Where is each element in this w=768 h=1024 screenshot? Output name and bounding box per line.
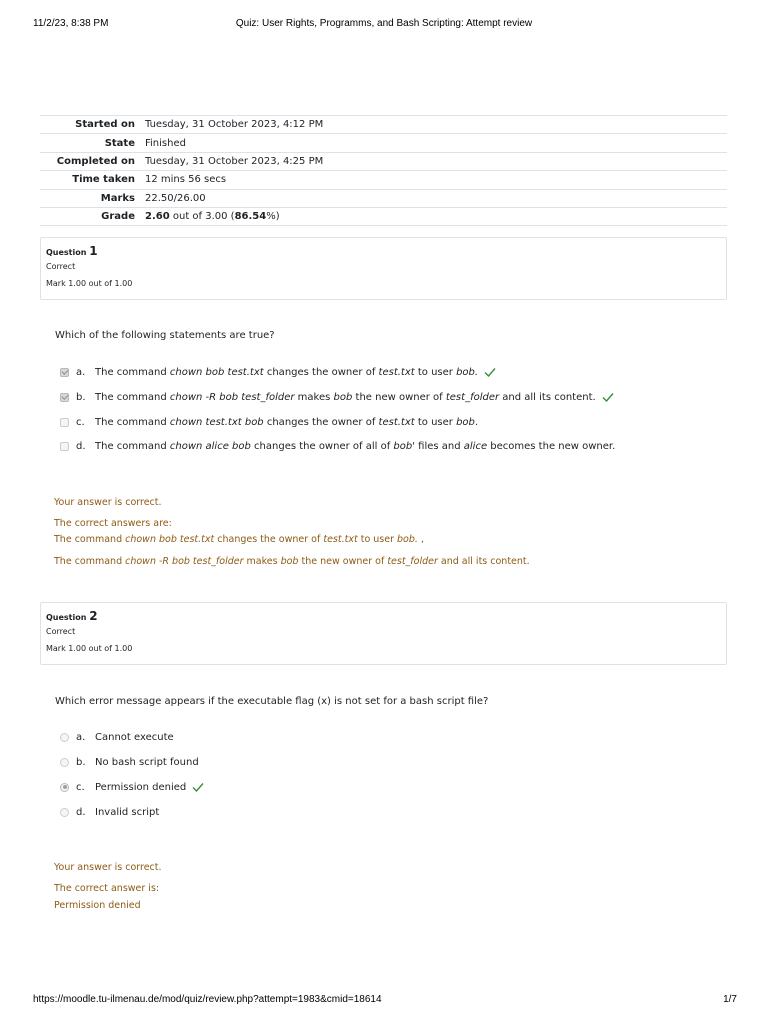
grade-score: 2.60: [145, 211, 170, 223]
text-run: bob.: [456, 366, 479, 378]
grade-close: %): [266, 211, 280, 223]
answer-text: Invalid script: [95, 806, 160, 818]
question-word: Question: [46, 613, 90, 622]
text-run: changes the owner of: [263, 366, 379, 378]
summary-row-completed: [40, 152, 727, 170]
print-page-number: 1/7: [723, 994, 737, 1005]
print-title: Quiz: User Rights, Programms, and Bash Scripting: Attempt review: [235, 18, 533, 29]
answer-letter: b.: [76, 756, 86, 768]
text-run: The command: [95, 440, 170, 452]
text-run: makes: [294, 391, 334, 403]
text-run: to user: [414, 416, 457, 428]
text-run: .: [474, 416, 479, 428]
answer-option[interactable]: [60, 439, 615, 453]
text-run: changes the owner of all of: [250, 440, 394, 452]
answer-radio[interactable]: [60, 758, 69, 767]
completed-on-value: Tuesday, 31 October 2023, 4:25 PM: [145, 155, 324, 167]
correct-check-icon: [192, 782, 204, 792]
text-run: chown test.txt bob: [169, 416, 264, 428]
answer-text: Permission denied: [95, 781, 187, 793]
text-run: The command: [54, 534, 126, 545]
answer-option[interactable]: [60, 365, 496, 379]
text-run: to user: [414, 366, 457, 378]
q1-correct-answer-2: [54, 556, 530, 567]
answer-radio[interactable]: [60, 733, 69, 742]
text-run: test.txt: [378, 366, 415, 378]
print-date: 11/2/23, 8:38 PM: [33, 18, 109, 29]
text-run: test.txt: [378, 416, 415, 428]
answer-option[interactable]: [60, 805, 159, 819]
text-run: makes: [243, 556, 281, 567]
text-run: alice: [463, 440, 488, 452]
answer-text: No bash script found: [95, 756, 199, 768]
summary-row-time: [40, 171, 727, 189]
text-run: the new owner of: [298, 556, 388, 567]
answer-text: [95, 392, 596, 403]
summary-row-marks: [40, 189, 727, 207]
question-2-text: Which error message appears if the executable flag (x) is not set for a bash script file?: [55, 696, 489, 707]
answer-option[interactable]: [60, 390, 614, 404]
question-2-info: [40, 602, 727, 665]
answer-checkbox[interactable]: [60, 393, 69, 402]
text-run: The command: [95, 391, 170, 403]
attempt-summary-table: [40, 115, 727, 226]
text-run: The command: [95, 366, 170, 378]
answer-text: [95, 367, 478, 378]
text-run: test.txt: [323, 534, 358, 545]
correct-check-icon: [602, 392, 614, 402]
text-run: files and: [414, 440, 464, 452]
answer-letter: d.: [76, 440, 86, 452]
text-run: chown -R bob test_folder: [125, 556, 244, 567]
q2-feedback-heading: The correct answer is:: [54, 883, 160, 894]
started-on-value: Tuesday, 31 October 2023, 4:12 PM: [145, 119, 324, 131]
answer-checkbox[interactable]: [60, 368, 69, 377]
answer-option[interactable]: [60, 755, 199, 769]
answer-letter: a.: [76, 731, 86, 743]
question-1-info: [40, 237, 727, 300]
print-url: https://moodle.tu-ilmenau.de/mod/quiz/review.php?attempt=1983&cmid=18614: [33, 994, 382, 1005]
answer-letter: a.: [76, 366, 86, 378]
text-run: bob: [456, 416, 475, 428]
answer-text: [95, 441, 615, 452]
text-run: changes the owner of: [263, 416, 379, 428]
summary-row-grade: [40, 207, 727, 225]
summary-row-started: [40, 116, 727, 134]
summary-row-state: [40, 134, 727, 152]
text-run: the new owner of: [352, 391, 446, 403]
text-run: bob.: [397, 534, 418, 545]
state-value: Finished: [145, 137, 186, 149]
completed-on-label: Completed on: [56, 155, 135, 167]
answer-letter: b.: [76, 391, 86, 403]
marks-value: 22.50/26.00: [145, 192, 206, 204]
answer-checkbox[interactable]: [60, 418, 69, 427]
text-run: bob: [333, 391, 353, 403]
answer-letter: c.: [76, 416, 85, 428]
text-run: The command: [95, 416, 170, 428]
question-grade: Mark 1.00 out of 1.00: [46, 279, 133, 288]
text-run: becomes the new owner.: [487, 440, 616, 452]
question-1-text: Which of the following statements are true?: [55, 330, 275, 341]
text-run: to user: [357, 534, 398, 545]
answer-letter: c.: [76, 781, 85, 793]
answer-checkbox[interactable]: [60, 442, 69, 451]
q2-correct-answer: Permission denied: [54, 900, 141, 911]
q2-feedback-status: Your answer is correct.: [54, 862, 162, 873]
time-taken-label: Time taken: [72, 174, 135, 186]
print-footer: [0, 994, 768, 1008]
question-word: Question: [46, 248, 90, 257]
question-grade: Mark 1.00 out of 1.00: [46, 644, 133, 653]
text-run: and all its content.: [437, 556, 530, 567]
text-run: chown bob test.txt: [169, 366, 264, 378]
text-run: test_folder: [387, 556, 438, 567]
correct-check-icon: [484, 367, 496, 377]
text-run: test_folder: [445, 391, 500, 403]
q1-correct-answer-1: [54, 534, 424, 545]
question-state: Correct: [46, 627, 76, 636]
text-run: chown -R bob test_folder: [169, 391, 295, 403]
started-on-label: Started on: [75, 119, 135, 131]
text-run: The command: [54, 556, 126, 567]
answer-option[interactable]: [60, 730, 174, 744]
grade-out-of: out of 3.00 (: [169, 211, 235, 223]
grade-value: [145, 207, 727, 225]
q1-feedback-heading: The correct answers are:: [54, 518, 172, 529]
text-run: changes the owner of: [214, 534, 324, 545]
text-run: bob: [280, 556, 299, 567]
question-state: Correct: [46, 262, 76, 271]
time-taken-value: 12 mins 56 secs: [145, 174, 227, 186]
state-label: State: [104, 137, 135, 149]
answer-radio[interactable]: [60, 783, 69, 792]
answer-letter: d.: [76, 806, 86, 818]
text-run: chown bob test.txt: [125, 534, 215, 545]
text-run: and all its content.: [499, 391, 596, 403]
text-run: ,: [417, 534, 424, 545]
grade-percent: 86.54: [234, 211, 267, 223]
question-number: [46, 608, 721, 625]
answer-radio[interactable]: [60, 808, 69, 817]
text-run: bob': [393, 440, 415, 452]
print-header: [0, 18, 768, 32]
grade-label: Grade: [101, 211, 135, 223]
q1-feedback-status: Your answer is correct.: [54, 497, 162, 508]
question-num: 2: [89, 609, 98, 623]
marks-label: Marks: [100, 192, 135, 204]
answer-option[interactable]: [60, 780, 204, 794]
question-num: 1: [89, 244, 98, 258]
question-number: [46, 243, 721, 260]
text-run: chown alice bob: [169, 440, 251, 452]
answer-text: Cannot execute: [95, 731, 174, 743]
answer-option[interactable]: [60, 415, 478, 429]
answer-text: [95, 417, 478, 428]
